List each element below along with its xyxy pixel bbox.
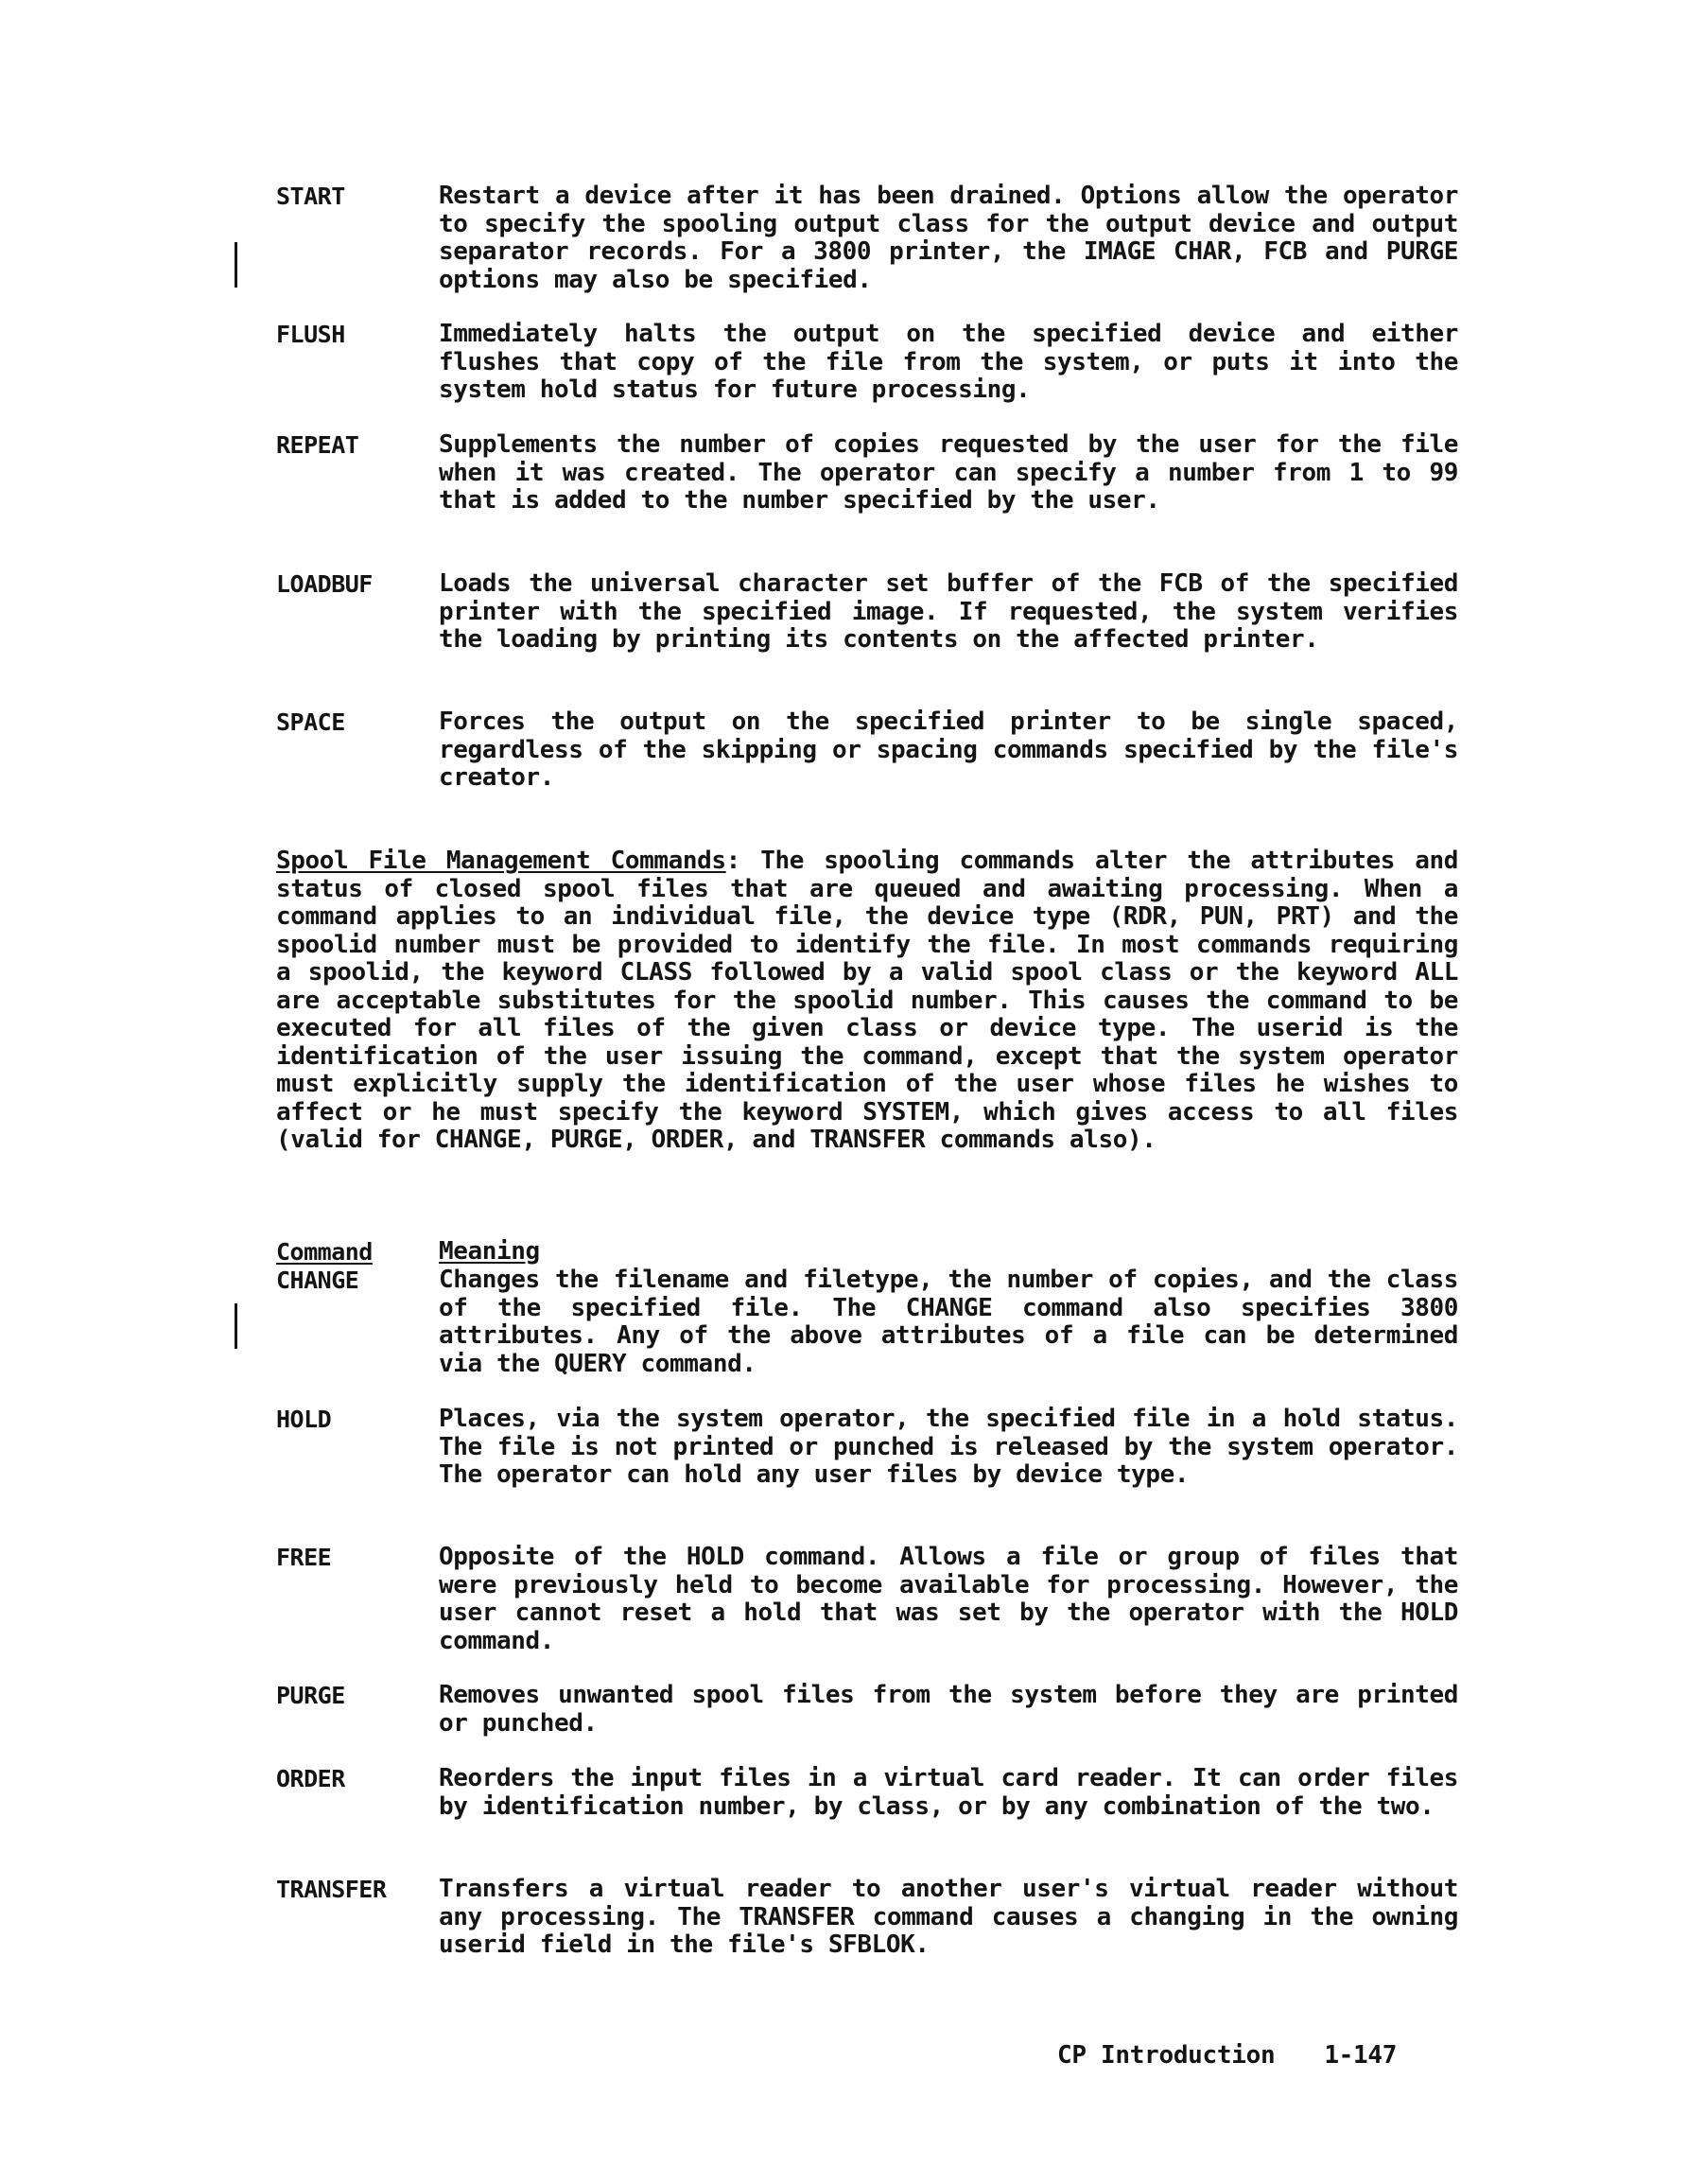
- entry-description: Immediately halts the output on the specified device and either flushes that copy of the file from the system, or puts it into the system hold status for future processing.: [439, 320, 1458, 404]
- spool-section-paragraph: [276, 847, 1458, 1155]
- entry-term: CHANGE: [276, 1267, 359, 1294]
- spool-section-heading: Spool File Management Commands: [276, 847, 726, 875]
- entry-description: Places, via the system operator, the specified file in a hold status. The file is not printed or punched is released by the system operator. The operator can hold any user files by device type.: [439, 1405, 1458, 1489]
- entry-term: LOADBUF: [276, 570, 373, 598]
- page-number: 1-147: [1324, 2041, 1398, 2070]
- entry-term: HOLD: [276, 1406, 332, 1433]
- entry-term: PURGE: [276, 1682, 345, 1709]
- entry-description: Reorders the input files in a virtual card reader. It can order files by identification number, by class, or by any combination of the two.: [439, 1764, 1458, 1821]
- entry-description: Loads the universal character set buffer of the FCB of the specified printer with the specified image. If requested, the system verifies the loading by printing its contents on the affected printer.: [439, 569, 1458, 654]
- entry-term: TRANSFER: [276, 1876, 387, 1903]
- entry-description: Forces the output on the specified printer to be single spaced, regardless of the skipping or spacing commands specified by the file's creator.: [439, 708, 1458, 792]
- entry-description: Opposite of the HOLD command. Allows a file or group of files that were previously held to become available for processing. However, the user cannot reset a hold that was set by the operator with the HOLD command.: [439, 1543, 1458, 1655]
- revision-bar-start: [235, 242, 237, 288]
- spool-section-heading-colon: :: [725, 847, 740, 875]
- page-footer: [1057, 2041, 1397, 2070]
- spool-section-body: The spooling commands alter the attributes and status of closed spool files that are queued and awaiting processing. When a command applies to an individual file, the device type (RDR, PUN, PRT) and the spoolid number must be provided to identify the file. In most commands requiring a spoolid, the keyword CLASS followed by a valid spool class or the keyword ALL are acceptable substitutes for the spoolid number. This causes the command to be executed for all files of the given class or device type. The userid is the identification of the user issuing the command, except that the system operator must explicitly supply the identification of the user whose files he wishes to affect or he must specify the keyword SYSTEM, which gives access to all files (valid for CHANGE, PURGE, ORDER, and TRANSFER commands also).: [276, 847, 1458, 1154]
- entry-description: Changes the filename and filetype, the number of copies, and the class of the specified file. The CHANGE command also specifies 3800 attributes. Any of the above attributes of a file can be determined via the QUERY command.: [439, 1266, 1458, 1378]
- entry-term: ORDER: [276, 1765, 345, 1792]
- meaning-column-heading: Meaning: [439, 1237, 540, 1266]
- entry-term: SPACE: [276, 708, 345, 736]
- footer-section-title: CP Introduction: [1057, 2041, 1276, 2070]
- entry-description: Removes unwanted spool files from the system before they are printed or punched.: [439, 1681, 1458, 1738]
- command-column-heading: Command: [276, 1238, 373, 1266]
- entry-description: Supplements the number of copies requested by the user for the file when it was created. The operator can specify a number from 1 to 99 that is added to the number specified by the user.: [439, 430, 1458, 515]
- entry-term: FLUSH: [276, 321, 345, 348]
- entry-term: REPEAT: [276, 431, 359, 459]
- entry-term: FREE: [276, 1544, 332, 1571]
- entry-description: Transfers a virtual reader to another user's virtual reader without any processing. The TRANSFER command causes a changing in the owning userid field in the file's SFBLOK.: [439, 1875, 1458, 1959]
- revision-bar-change: [235, 1303, 237, 1349]
- entry-description: Restart a device after it has been drained. Options allow the operator to specify the spooling output class for the output device and output separator records. For a 3800 printer, the IMAGE CHAR, FCB and PURGE options may also be specified.: [439, 182, 1458, 294]
- entry-term: START: [276, 183, 345, 210]
